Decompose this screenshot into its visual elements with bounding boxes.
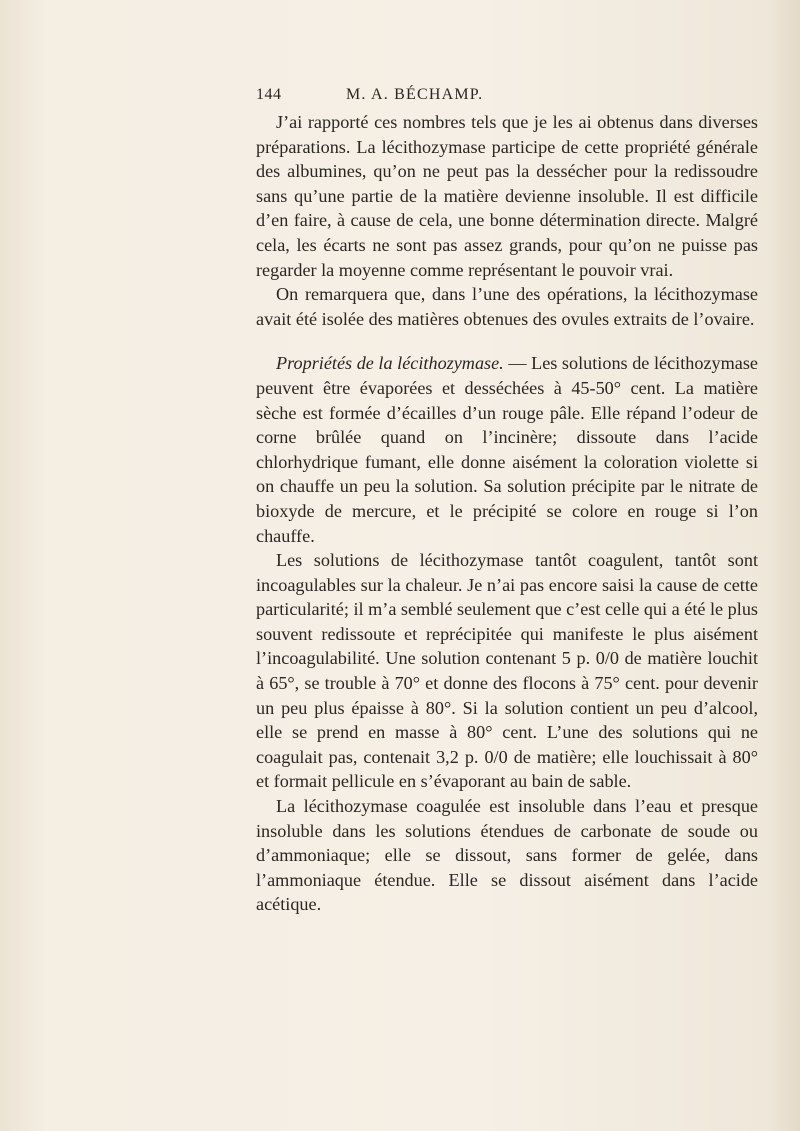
paragraph-text: Les solutions de lécithozymase tantôt coagulent, tantôt sont incoagulables sur la chaleur. Je n’ai pas encore saisi la cause de cette particularité; il m’a semblé seulement que c’est celle qui a été le plus souvent redissoute et reprécipitée qui manifeste le plus aisément l’incoagulabilité. Une solution contenant 5 p. 0/0 de matière louchit à 65°, se trouble à 70° et donne des flocons à 75° cent. pour devenir un peu plus épaisse à 80°. Si la solution contient un peu d’alcool, elle se prend en masse à 80° cent. L’une des solutions qui ne coagulait pas, contenait 3,2 p. 0/0 de matière; elle louchissait à 80° et formait pellicule en s’évaporant au bain de sable.: [256, 550, 758, 792]
paragraph: [256, 548, 758, 794]
body-text: [256, 110, 758, 917]
running-title: M. A. BÉCHAMP.: [346, 86, 484, 103]
paragraph: [256, 794, 758, 917]
section-heading: Propriétés de la lécithozymase.: [276, 353, 504, 374]
paragraph-text: — Les solutions de lécithozymase peuvent être évaporées et desséchées à 45-50° cent. La matière sèche est formée d’écailles d’un rouge pâle. Elle répand l’odeur de corne brûlée quand on l’incinère; dissoute dans l’acide chlorhydrique fumant, elle donne aisément la coloration violette si on chauffe un peu la solution. Sa solution précipite par le nitrate de bioxyde de mercure, et le précipité se colore en rouge si l’on chauffe.: [256, 353, 758, 546]
page-number: 144: [256, 86, 282, 103]
paragraph: [256, 282, 758, 331]
paragraph-text: On remarquera que, dans l’une des opérations, la lécithozymase avait été isolée des matières obtenues des ovules extraits de l’ovaire.: [256, 284, 758, 329]
section-paragraph: [256, 351, 758, 548]
paragraph: [256, 110, 758, 282]
running-head: [256, 86, 756, 108]
paragraph-text: La lécithozymase coagulée est insoluble dans l’eau et presque insoluble dans les solutions étendues de carbonate de soude ou d’ammoniaque; elle se dissout, sans former de gelée, dans l’ammoniaque étendue. Elle se dissout aisément dans l’acide acétique.: [256, 796, 758, 915]
paragraph-text: J’ai rapporté ces nombres tels que je les ai obtenus dans diverses préparations. La lécithozymase participe de cette propriété générale des albumines, qu’on ne peut pas la dessécher pour la redissoudre sans qu’une partie de la matière devienne insoluble. Il est difficile d’en faire, à cause de cela, une bonne détermination directe. Malgré cela, les écarts ne sont pas assez grands, pour qu’on ne puisse pas regarder la moyenne comme représentant le pouvoir vrai.: [256, 112, 758, 280]
